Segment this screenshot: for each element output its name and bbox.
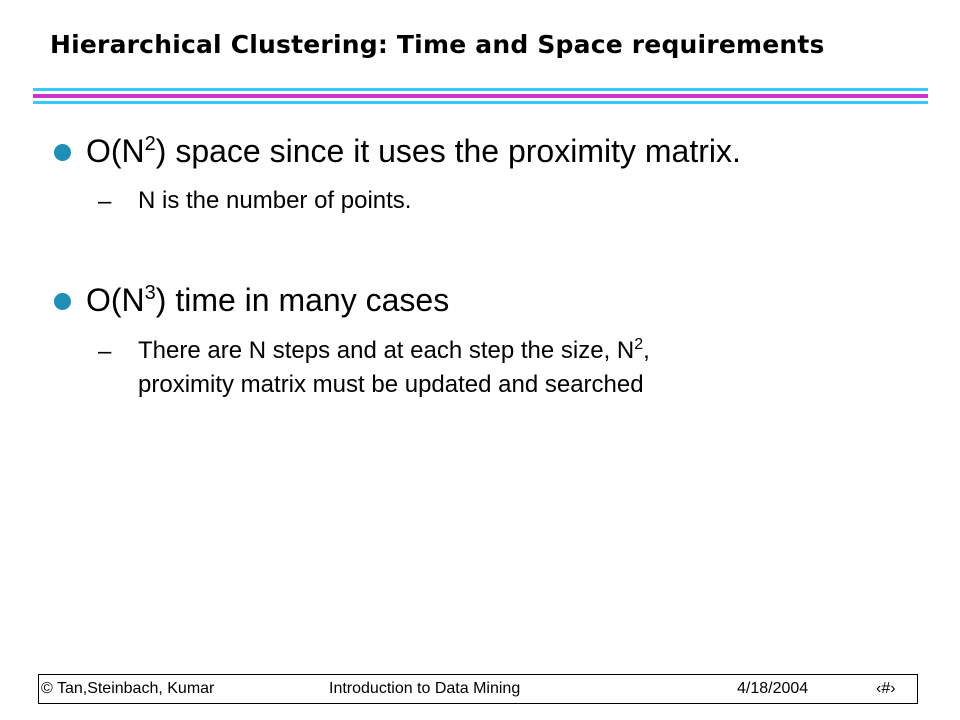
footer-copyright: © Tan,Steinbach, Kumar — [41, 680, 215, 697]
sub-bullet-1-1: N is the number of points. — [138, 187, 412, 214]
sub-bullet-2-1-superscript: 2 — [634, 336, 644, 353]
bullet-icon — [54, 144, 71, 161]
title-rule-top — [33, 88, 928, 91]
bullet-2-text-post: ) time in many cases — [155, 282, 450, 318]
bullet-1-text-post: ) space since it uses the proximity matrix. — [155, 133, 741, 169]
slide-footer — [38, 674, 918, 704]
bullet-1-superscript: 2 — [144, 133, 156, 155]
footer-page-number: ‹#› — [876, 680, 896, 697]
bullet-icon — [54, 293, 71, 310]
sub-bullet-dash: – — [98, 188, 112, 215]
sub-bullet-dash: – — [98, 338, 112, 365]
footer-course-title: Introduction to Data Mining — [329, 680, 521, 697]
bullet-1-text-pre: O(N — [86, 133, 145, 169]
slide-title: Hierarchical Clustering: Time and Space requirements — [50, 30, 825, 59]
title-rule-magenta — [33, 94, 928, 98]
sub-bullet-2-1-text-pre: There are N steps and at each step the size, N — [138, 337, 635, 364]
sub-bullet-2-1-line-1 — [138, 336, 650, 366]
sub-bullet-2-1-line-2: proximity matrix must be updated and searched — [138, 371, 644, 398]
title-rule-bottom — [33, 101, 928, 104]
footer-date: 4/18/2004 — [737, 680, 809, 697]
bullet-2 — [86, 282, 449, 319]
bullet-2-superscript: 3 — [144, 282, 156, 304]
bullet-2-text-pre: O(N — [86, 282, 145, 318]
bullet-1 — [86, 133, 741, 170]
sub-bullet-2-1-text-post: , — [643, 337, 650, 364]
